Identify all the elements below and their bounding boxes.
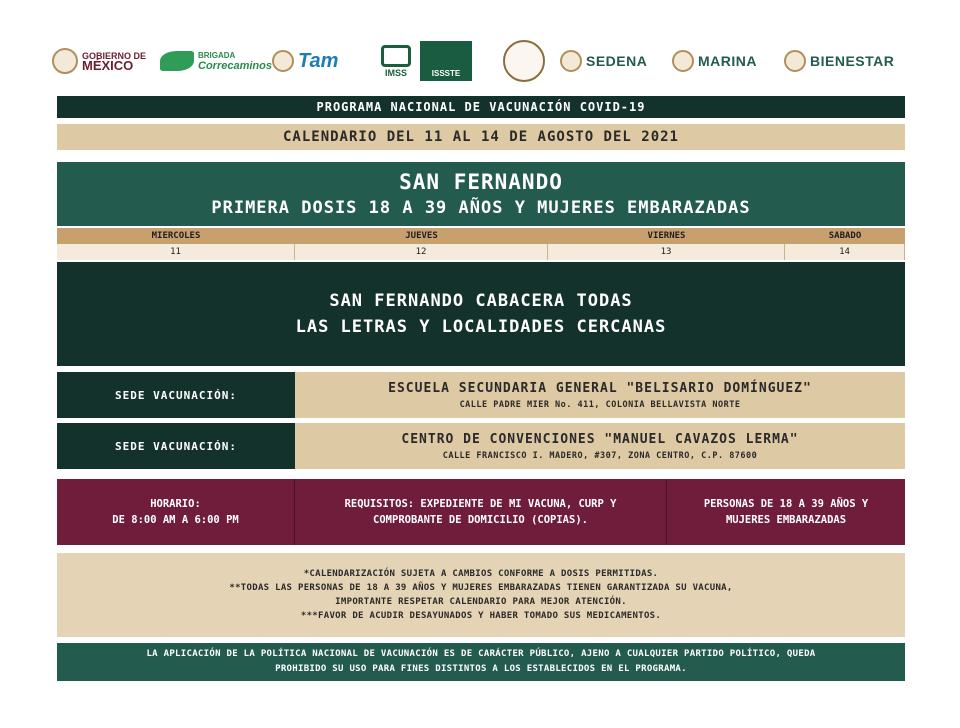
- note-line: IMPORTANTE RESPETAR CALENDARIO PARA MEJOR ATENCIÓN.: [335, 596, 627, 607]
- sede-address: CALLE FRANCISCO I. MADERO, #307, ZONA CENTRO, C.P. 87600: [442, 450, 758, 461]
- sede-address: CALLE PADRE MIER No. 411, COLONIA BELLAVISTA NORTE: [459, 399, 741, 410]
- day-number-13: 13: [548, 244, 785, 260]
- horario-value: DE 8:00 AM A 6:00 PM: [112, 514, 239, 526]
- note-line: *CALENDARIZACIÓN SUJETA A CAMBIOS CONFORME A DOSIS PERMITIDAS.: [303, 568, 659, 579]
- tamaulipas-logo: [272, 50, 372, 73]
- note-line: **TODAS LAS PERSONAS DE 18 A 39 AÑOS Y MUJERES EMBARAZADAS TIENEN GARANTIZADA SU VACUNA,: [229, 582, 733, 593]
- issste-label: ISSSTE: [431, 69, 461, 78]
- locality-block: [57, 262, 905, 366]
- calendar-title: CALENDARIO DEL 11 AL 14 DE AGOSTO DEL 2021: [282, 129, 679, 145]
- legal-footer: [57, 643, 905, 681]
- info-row: [57, 479, 905, 545]
- weekday-wednesday: MIERCOLES: [57, 228, 295, 244]
- day-number-11: 11: [57, 244, 295, 260]
- horario-cell: [57, 479, 295, 545]
- locality-line-2: LAS LETRAS Y LOCALIDADES CERCANAS: [295, 317, 667, 337]
- weekday-thursday: JUEVES: [295, 228, 548, 244]
- city-header: [57, 162, 905, 226]
- requisitos-line-2: COMPROBANTE DE DOMICILIO (COPIAS).: [373, 514, 588, 526]
- sede-label: SEDE VACUNACIÓN:: [57, 372, 295, 418]
- day-number-12: 12: [295, 244, 548, 260]
- calendar-bar: [57, 124, 905, 150]
- sedena-logo: [560, 50, 672, 72]
- weekday-friday: VIERNES: [548, 228, 785, 244]
- program-title-bar: [57, 96, 905, 118]
- day-number-14: 14: [785, 244, 905, 260]
- brigada-label: BRIGADA: [198, 51, 236, 60]
- weekday-row: [57, 228, 905, 244]
- weekday-saturday: SABADO: [785, 228, 905, 244]
- dose-description: PRIMERA DOSIS 18 A 39 AÑOS Y MUJERES EMBARAZADAS: [211, 198, 751, 218]
- requisitos-line-1: REQUISITOS: EXPEDIENTE DE MI VACUNA, CURP Y: [344, 498, 617, 510]
- roadrunner-icon: [160, 51, 194, 71]
- imss-emblem-icon: [381, 45, 411, 67]
- gobierno-mexico-text: [82, 51, 146, 71]
- personas-line-1: PERSONAS DE 18 A 39 AÑOS Y: [703, 498, 869, 510]
- sede-name: ESCUELA SECUNDARIA GENERAL "BELISARIO DOMÍNGUEZ": [388, 380, 812, 396]
- imss-label: IMSS: [384, 67, 407, 78]
- personas-cell: [667, 479, 905, 545]
- marina-seal-icon: [672, 50, 694, 72]
- note-line: ***FAVOR DE ACUDIR DESAYUNADOS Y HABER TOMADO SUS MEDICAMENTOS.: [300, 610, 662, 621]
- notes-block: [57, 553, 905, 637]
- horario-label: HORARIO:: [150, 498, 201, 510]
- marina-label: MARINA: [698, 53, 757, 69]
- city-name: SAN FERNANDO: [399, 170, 563, 194]
- imss-logo: [372, 45, 420, 78]
- locality-line-1: SAN FERNANDO CABACERA TODAS: [329, 291, 633, 311]
- personas-line-2: MUJERES EMBARAZADAS: [725, 514, 847, 526]
- sede-info: [295, 372, 905, 418]
- federal-seal-logo: [488, 40, 560, 82]
- eagle-seal-icon: [503, 40, 545, 82]
- sede-row: [57, 372, 905, 418]
- sede-info: [295, 423, 905, 469]
- state-seal-icon: [272, 50, 294, 72]
- sedena-label: SEDENA: [586, 53, 648, 69]
- bienestar-seal-icon: [784, 50, 806, 72]
- brigada-text: [198, 50, 272, 72]
- gobierno-de-label: GOBIERNO DE: [82, 51, 147, 61]
- sede-label: SEDE VACUNACIÓN:: [57, 423, 295, 469]
- marina-logo: [672, 50, 784, 72]
- sede-row: [57, 423, 905, 469]
- footer-line-2: PROHIBIDO SU USO PARA FINES DISTINTOS A LOS ESTABLECIDOS EN EL PROGRAMA.: [275, 664, 687, 674]
- brigada-correcaminos-logo: [160, 50, 272, 72]
- sede-name: CENTRO DE CONVENCIONES "MANUEL CAVAZOS LERMA": [401, 431, 799, 447]
- gobierno-mexico-logo: [52, 48, 160, 74]
- bienestar-logo: [784, 50, 896, 72]
- national-seal-icon: [52, 48, 78, 74]
- correcaminos-label: Correcaminos: [198, 60, 272, 72]
- issste-emblem: [420, 41, 472, 81]
- program-title: PROGRAMA NACIONAL DE VACUNACIÓN COVID-19: [316, 100, 646, 114]
- day-number-row: [57, 244, 905, 260]
- requisitos-cell: [295, 479, 667, 545]
- tam-label: Tam: [298, 49, 339, 72]
- issste-logo: [420, 41, 488, 81]
- sedena-seal-icon: [560, 50, 582, 72]
- footer-line-1: LA APLICACIÓN DE LA POLÍTICA NACIONAL DE VACUNACIÓN ES DE CARÁCTER PÚBLICO, AJENO A CUALQUIER PARTIDO POLÍTICO, QUEDA: [146, 649, 816, 659]
- logo-strip: [52, 38, 912, 84]
- mexico-label: MÉXICO: [82, 58, 134, 73]
- bienestar-label: BIENESTAR: [810, 53, 895, 69]
